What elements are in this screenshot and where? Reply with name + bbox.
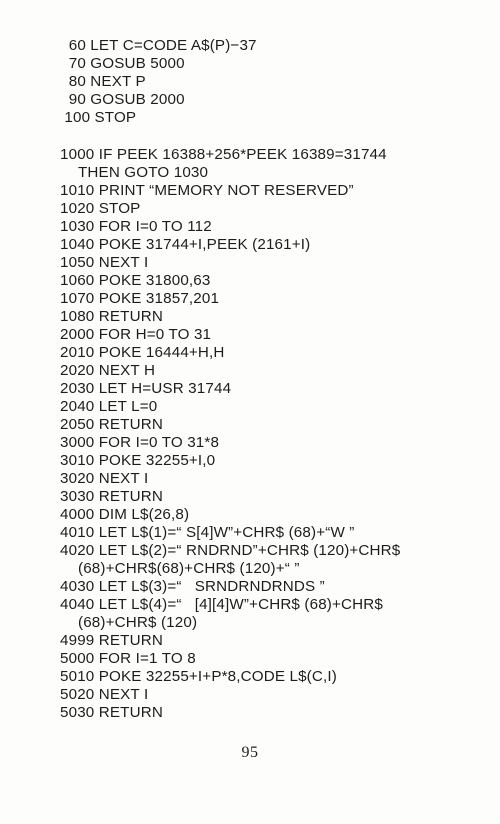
code-line: 1010 PRINT “MEMORY NOT RESERVED” [60, 182, 354, 199]
code-line: 3010 POKE 32255+I,0 [60, 452, 216, 469]
code-line: 1080 RETURN [60, 308, 163, 325]
code-line: 5010 POKE 32255+I+P*8,CODE L$(C,I) [60, 668, 337, 685]
code-line: 2030 LET H=USR 31744 [60, 380, 232, 397]
code-line-continuation: THEN GOTO 1030 [78, 164, 209, 181]
code-line: 4999 RETURN [60, 632, 163, 649]
code-line: 4000 DIM L$(26,8) [60, 506, 190, 523]
page-number: 95 [241, 744, 259, 761]
code-line: 60 LET C=CODE A$(P)−37 [60, 37, 257, 54]
code-line: 2040 LET L=0 [60, 398, 158, 415]
code-line-continuation: (68)+CHR$(68)+CHR$ (120)+“ ” [78, 560, 300, 577]
code-line: 2000 FOR H=0 TO 31 [60, 326, 212, 343]
code-line: 1030 FOR I=0 TO 112 [60, 218, 212, 235]
code-line: 1050 NEXT I [60, 254, 149, 271]
code-line: 80 NEXT P [60, 73, 146, 90]
code-line: 100 STOP [60, 109, 137, 126]
code-line: 2010 POKE 16444+H,H [60, 344, 225, 361]
code-line: 90 GOSUB 2000 [60, 91, 185, 108]
code-line: 3020 NEXT I [60, 470, 149, 487]
code-line: 2020 NEXT H [60, 362, 156, 379]
code-line: 5000 FOR I=1 TO 8 [60, 650, 196, 667]
code-line: 5020 NEXT I [60, 686, 149, 703]
code-line: 1060 POKE 31800,63 [60, 272, 211, 289]
code-line: 4010 LET L$(1)=“ S[4]W”+CHR$ (68)+“W ” [60, 524, 355, 541]
code-line: 3000 FOR I=0 TO 31*8 [60, 434, 220, 451]
code-line: 4040 LET L$(4)=“ [4][4]W”+CHR$ (68)+CHR$ [60, 596, 383, 613]
code-line: 1000 IF PEEK 16388+256*PEEK 16389=31744 [60, 146, 387, 163]
code-line: 5030 RETURN [60, 704, 163, 721]
code-line: 4020 LET L$(2)=“ RNDRND”+CHR$ (120)+CHR$ [60, 542, 401, 559]
code-line: 1020 STOP [60, 200, 141, 217]
code-line: 70 GOSUB 5000 [60, 55, 185, 72]
code-line: 1040 POKE 31744+I,PEEK (2161+I) [60, 236, 311, 253]
code-line: 3030 RETURN [60, 488, 163, 505]
code-line: 4030 LET L$(3)=“ SRNDRNDRNDS ” [60, 578, 325, 595]
code-line: 2050 RETURN [60, 416, 163, 433]
code-line: 1070 POKE 31857,201 [60, 290, 220, 307]
code-line-continuation: (68)+CHR$ (120) [78, 614, 198, 631]
